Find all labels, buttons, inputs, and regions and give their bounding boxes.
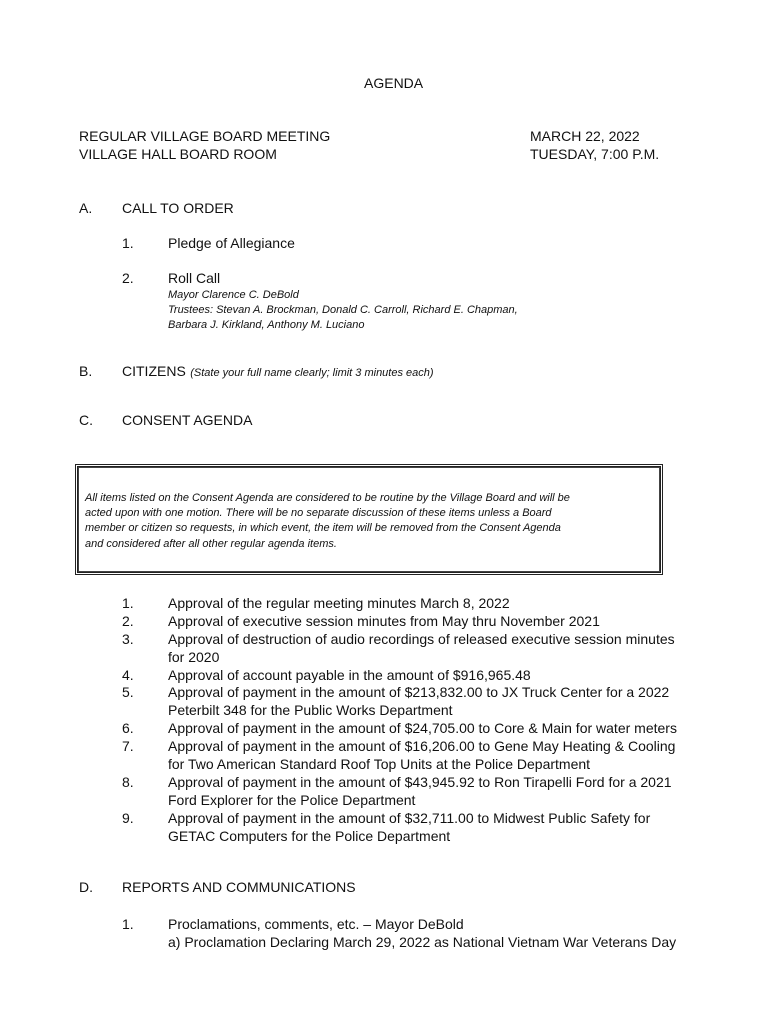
- section-d-item1-text: Proclamations, comments, etc. – Mayor DeBold: [168, 916, 464, 932]
- consent-item: [0, 720, 770, 738]
- consent-item: [0, 684, 770, 720]
- section-b-heading-row: [122, 363, 434, 381]
- consent-notice-text: [85, 491, 645, 552]
- meeting-day-time: TUESDAY, 7:00 P.M.: [530, 146, 660, 162]
- agenda-title: AGENDA: [364, 75, 424, 91]
- roll-call-trustees-line2: Barbara J. Kirkland, Anthony M. Luciano: [168, 319, 365, 331]
- section-d-item1-num: 1.: [122, 916, 134, 932]
- consent-item: [0, 774, 770, 810]
- section-d-item1-sub: a) Proclamation Declaring March 29, 2022 as National Vietnam War Veterans Day: [168, 934, 677, 950]
- section-d-heading: REPORTS AND COMMUNICATIONS: [122, 879, 356, 895]
- section-c-heading: CONSENT AGENDA: [122, 412, 253, 428]
- section-a-item1-num: 1.: [122, 235, 134, 251]
- consent-item-number: 9.: [122, 809, 134, 826]
- consent-item-number: 8.: [122, 773, 134, 790]
- consent-item-number: 1.: [122, 595, 134, 611]
- consent-item-text: Approval of payment in the amount of $43,945.92 to Ron Tirapelli Ford for a 2021: [168, 773, 672, 790]
- consent-item-text: Approval of executive session minutes from May thru November 2021: [168, 612, 600, 629]
- consent-item-text: Approval of destruction of audio recordings of released executive session minutes: [168, 630, 675, 647]
- roll-call-trustees-line1: Trustees: Stevan A. Brockman, Donald C. Carroll, Richard E. Chapman,: [168, 304, 518, 316]
- consent-notice-line1: All items listed on the Consent Agenda are considered to be routine by the Village Board and will be: [85, 492, 570, 504]
- consent-item-text: Approval of payment in the amount of $16,206.00 to Gene May Heating & Cooling: [168, 738, 676, 755]
- section-d-letter: D.: [79, 879, 93, 895]
- consent-items-list: [0, 595, 770, 846]
- meeting-name: REGULAR VILLAGE BOARD MEETING: [79, 128, 331, 144]
- consent-item-text: Approval of the regular meeting minutes March 8, 2022: [168, 595, 510, 611]
- consent-item: [0, 613, 770, 631]
- consent-item-text: Approval of payment in the amount of $32,711.00 to Midwest Public Safety for: [168, 809, 651, 826]
- consent-item: [0, 595, 770, 613]
- consent-notice-line4: and considered after all other regular agenda items.: [85, 537, 337, 550]
- consent-item-text-cont: for Two American Standard Roof Top Units at the Police Department: [168, 756, 591, 773]
- consent-notice-line2: acted upon with one motion. There will be no separate discussion of these items unless a Board: [85, 507, 552, 520]
- consent-item-text-cont: Peterbilt 348 for the Public Works Department: [168, 702, 453, 719]
- section-a-item2-text: Roll Call: [168, 270, 221, 286]
- section-a-letter: A.: [79, 200, 93, 216]
- section-b-letter: B.: [79, 363, 93, 379]
- consent-item-number: 4.: [122, 666, 134, 683]
- section-c-letter: C.: [79, 412, 93, 428]
- roll-call-mayor: Mayor Clarence C. DeBold: [168, 289, 299, 301]
- section-a-item2-num: 2.: [122, 270, 134, 286]
- section-a-item1-text: Pledge of Allegiance: [168, 235, 295, 251]
- meeting-room: VILLAGE HALL BOARD ROOM: [79, 146, 277, 162]
- consent-notice-line3: member or citizen so requests, in which event, the item will be removed from the Consent Agenda: [85, 522, 561, 535]
- consent-item-number: 5.: [122, 684, 134, 701]
- consent-item: [0, 738, 770, 774]
- section-b-note: (State your full name clearly; limit 3 minutes each): [190, 367, 434, 379]
- consent-item-number: 3.: [122, 630, 134, 647]
- consent-item: [0, 667, 770, 685]
- consent-item: [0, 810, 770, 846]
- consent-item-number: 2.: [122, 612, 134, 629]
- meeting-date: MARCH 22, 2022: [530, 128, 640, 144]
- consent-item-text-cont: GETAC Computers for the Police Department: [168, 827, 451, 844]
- consent-item-text: Approval of payment in the amount of $213,832.00 to JX Truck Center for a 2022: [168, 684, 670, 701]
- consent-item-text: Approval of payment in the amount of $24,705.00 to Core & Main for water meters: [168, 720, 677, 737]
- section-a-heading: CALL TO ORDER: [122, 200, 234, 216]
- consent-item-number: 6.: [122, 720, 134, 737]
- consent-item-text-cont: for 2020: [168, 648, 220, 665]
- consent-item: [0, 631, 770, 667]
- section-b-heading: CITIZENS: [122, 363, 186, 379]
- consent-item-text-cont: Ford Explorer for the Police Department: [168, 791, 416, 808]
- consent-item-text: Approval of account payable in the amount of $916,965.48: [168, 666, 531, 683]
- consent-item-number: 7.: [122, 738, 134, 755]
